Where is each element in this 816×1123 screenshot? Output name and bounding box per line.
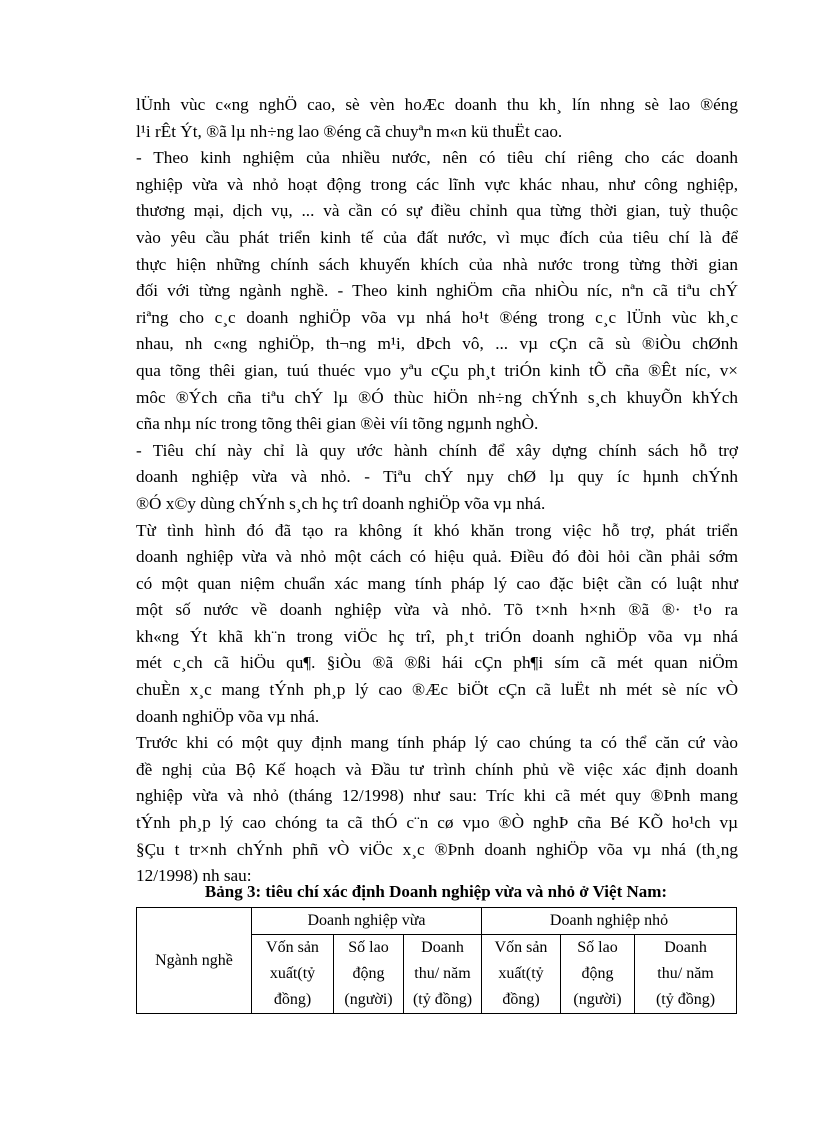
text-line: mét c¸ch cã hiÖu qu¶. §iÒu ®ã ®ßi hái cÇn ph¶i sím cã mét quan niÖm	[136, 653, 738, 673]
text-line: nghiệp vừa và nhỏ (tháng 12/1998) như sau: Tríc khi cã mét quy ®Þnh mang	[136, 786, 738, 806]
column-header-cell: Doanh thu/ năm (tỷ đồng)	[404, 935, 482, 1014]
text-line: chuÈn x¸c mang tÝnh ph¸p lý cao ®Æc biÖt cÇn cã luËt nh mét sè níc vÒ	[136, 680, 738, 700]
text-line: nhau, nh c«ng nghiÖp, th¬ng m¹i, dÞch vô, ... vµ cÇn cã sù ®iÒu chØnh	[136, 334, 738, 354]
text-line: doanh nghiÖp võa vµ nhá.	[136, 706, 320, 726]
text-line: vào yêu cầu phát triển kinh tế của đất nước, vì mục đích của tiêu chí là để	[136, 227, 738, 247]
text-line: ®Ó x©y dùng chÝnh s¸ch hç trî doanh nghiÖp võa vµ nhá.	[136, 493, 546, 513]
text-line: doanh nghiệp vừa và nhỏ. - Tiªu chÝ nµy chØ lµ quy íc hµnh chÝnh	[136, 467, 738, 487]
criteria-table	[136, 907, 737, 1014]
text-line: l¹i rÊt Ýt, ®ã lµ nh÷ng lao ®éng cã chuyªn m«n kü thuËt cao.	[136, 121, 563, 141]
text-line: Từ tình hình đó đã tạo ra không ít khó khăn trong việc hỗ trợ, phát triển	[136, 520, 738, 540]
text-line: thương mại, dịch vụ, ... và cần có sự điều chỉnh qua từng thời gian, tuỳ thuộc	[136, 201, 738, 221]
group-header-medium: Doanh nghiệp vừa	[252, 908, 482, 935]
text-line: qua tõng thêi gian, tuú thuéc vµo yªu cÇu ph¸t triÓn kinh tÕ cña ®Êt níc, v×	[136, 360, 738, 380]
text-line: riªng cho c¸c doanh nghiÖp võa vµ nhá ho¹t ®éng trong c¸c lÜnh vùc kh¸c	[136, 307, 738, 327]
text-line: Trước khi có một quy định mang tính pháp lý cao chúng ta có thể căn cứ vào	[136, 733, 738, 753]
text-line: lÜnh vùc c«ng nghÖ cao, sè vèn hoÆc doanh thu kh¸ lín nhng sè lao ®éng	[136, 95, 738, 114]
text-line: môc ®Ých cña tiªu chÝ lµ ®Ó thùc hiÖn nh÷ng chÝnh s¸ch khuyÕn khÝch	[136, 387, 738, 407]
column-header-cell: Vốn sản xuất(tỷ đồng)	[482, 935, 561, 1014]
column-header-cell: Doanh thu/ năm (tỷ đồng)	[635, 935, 737, 1014]
text-line: - Theo kinh nghiệm của nhiều nước, nên có tiêu chí riêng cho các doanh	[136, 148, 738, 168]
text-line: §Çu t tr×nh chÝnh phñ vÒ viÖc x¸c ®Þnh doanh nghiÖp võa vµ nhá (th¸ng	[136, 839, 738, 859]
text-line: đối với từng ngành nghề. - Theo kinh nghiÖm cña nhiÒu níc, nªn cã tiªu chÝ	[136, 281, 738, 301]
column-header-cell: Số lao động (người)	[334, 935, 404, 1014]
body-text	[136, 92, 738, 890]
column-header-cell: Vốn sản xuất(tỷ đồng)	[252, 935, 334, 1014]
text-line: doanh nghiệp vừa và nhỏ một cách có hiệu quả. Điều đó đòi hỏi cần phải sớm	[136, 547, 738, 567]
table-caption: Bảng 3: tiêu chí xác định Doanh nghiệp vừa và nhỏ ở Việt Nam:	[204, 882, 668, 901]
text-line: thực hiện những chính sách khuyến khích của nhà nước trong từng thời gian	[136, 254, 738, 274]
column-header-cell: Số lao động (người)	[561, 935, 635, 1014]
text-line: một số nước về doanh nghiệp vừa và nhỏ. Tõ t×nh h×nh ®ã ®· t¹o ra	[136, 600, 738, 620]
text-line: kh«ng Ýt khã kh¨n trong viÖc hç trî, ph¸t triÓn doanh nghiÖp võa vµ nhá	[136, 626, 738, 646]
group-header-small: Doanh nghiệp nhỏ	[482, 908, 737, 935]
text-line: tÝnh ph¸p lý cao chóng ta cã thÓ c¨n cø vµo ®Ò nghÞ cña Bé KÕ ho¹ch vµ	[136, 813, 738, 833]
text-line: đề nghị của Bộ Kế hoạch và Đầu tư trình chính phủ về việc xác định doanh	[136, 759, 738, 779]
text-line: - Tiêu chí này chỉ là quy ước hành chính để xây dựng chính sách hỗ trợ	[136, 440, 738, 460]
row-header-cell: Ngành nghề	[137, 908, 252, 1014]
text-line: cña nhµ níc trong tõng thêi gian ®èi víi tõng ngµnh nghÒ.	[136, 414, 539, 434]
text-line: có một quan niệm chuẩn xác mang tính pháp lý cao đặc biệt cần có luật như	[136, 573, 738, 593]
text-line: 12/1998) nh sau:	[136, 866, 252, 886]
text-line: nghiệp vừa và nhỏ hoạt động trong các lĩnh vực khác nhau, như công nghiệp,	[136, 174, 738, 194]
